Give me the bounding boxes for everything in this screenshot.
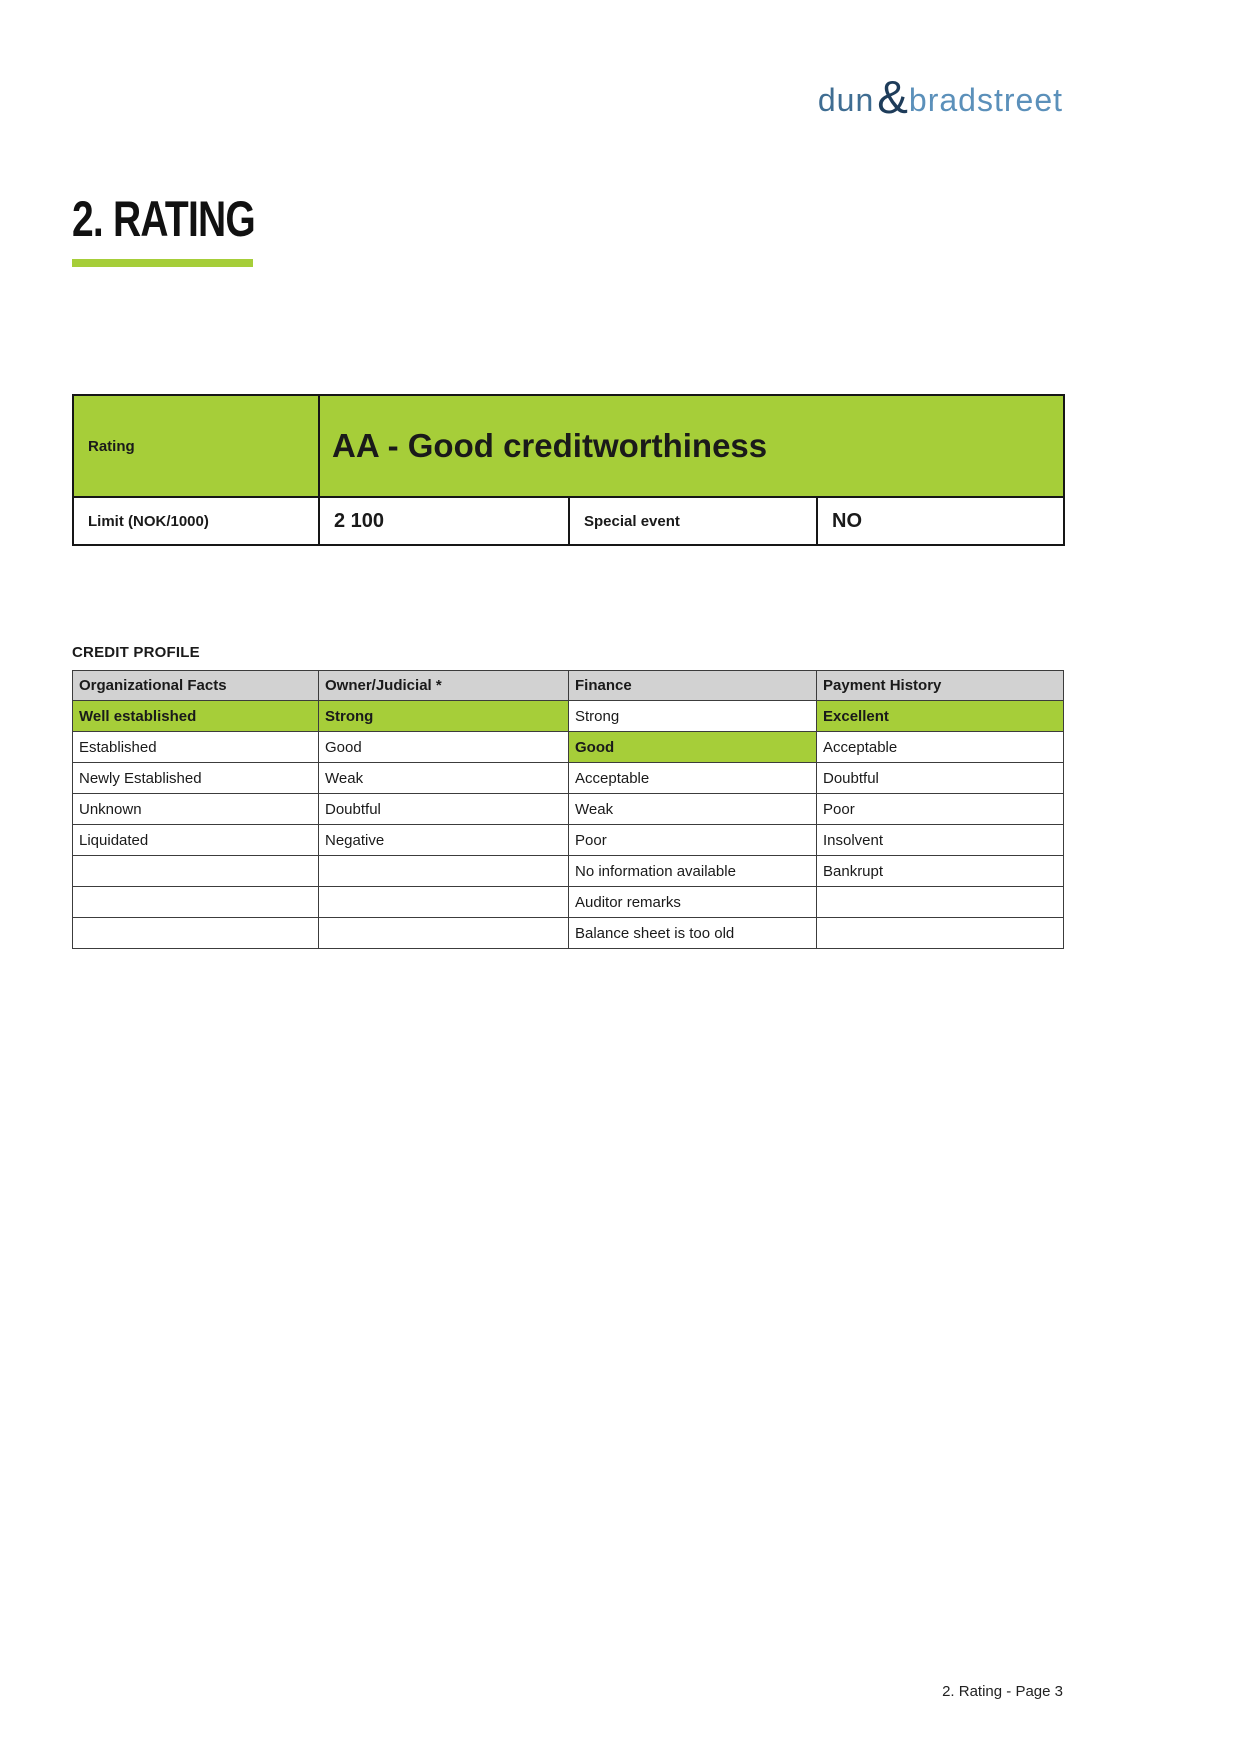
cp-cell: Poor [817, 794, 1064, 825]
cp-cell: Liquidated [73, 825, 319, 856]
page-footer: 2. Rating - Page 3 [942, 1683, 1063, 1700]
cp-cell: Doubtful [319, 794, 569, 825]
column-header-organizational-facts: Organizational Facts [73, 671, 319, 701]
cp-cell: Excellent [817, 701, 1064, 732]
credit-profile-table [72, 670, 1064, 949]
cp-cell: Weak [319, 763, 569, 794]
cp-cell [817, 887, 1064, 918]
heading-accent-bar [72, 259, 253, 267]
cp-cell: Insolvent [817, 825, 1064, 856]
cp-cell: Established [73, 732, 319, 763]
limit-value: 2 100 [319, 497, 569, 545]
cp-cell: Acceptable [817, 732, 1064, 763]
table-row [73, 825, 1064, 856]
cp-cell: Doubtful [817, 763, 1064, 794]
page-title: 2. RATING [72, 191, 255, 247]
cp-cell [319, 856, 569, 887]
logo-ampersand-icon: & [877, 71, 908, 123]
cp-cell [319, 887, 569, 918]
column-header-payment-history: Payment History [817, 671, 1064, 701]
cp-cell: Newly Established [73, 763, 319, 794]
table-row [73, 732, 1064, 763]
column-header-owner-judicial: Owner/Judicial * [319, 671, 569, 701]
credit-profile-title: CREDIT PROFILE [72, 644, 200, 661]
cp-cell [73, 856, 319, 887]
cp-cell: Weak [569, 794, 817, 825]
table-row [73, 794, 1064, 825]
cp-cell: Well established [73, 701, 319, 732]
cp-cell: Bankrupt [817, 856, 1064, 887]
logo-text-bradstreet: bradstreet [908, 81, 1063, 118]
cp-cell [73, 918, 319, 949]
table-row [73, 856, 1064, 887]
cp-cell: Poor [569, 825, 817, 856]
cp-cell: Strong [319, 701, 569, 732]
cp-cell: Good [319, 732, 569, 763]
cp-cell: Auditor remarks [569, 887, 817, 918]
column-header-finance: Finance [569, 671, 817, 701]
rating-label: Rating [73, 395, 319, 497]
dnb-logo [817, 71, 1063, 126]
special-event-label: Special event [569, 497, 817, 545]
limit-label: Limit (NOK/1000) [73, 497, 319, 545]
table-row [73, 887, 1064, 918]
cp-cell: Acceptable [569, 763, 817, 794]
special-event-value: NO [817, 497, 1064, 545]
credit-profile-header-row [73, 671, 1064, 701]
cp-cell: Good [569, 732, 817, 763]
rating-table [72, 394, 1065, 546]
cp-cell: Strong [569, 701, 817, 732]
cp-cell [73, 887, 319, 918]
cp-cell: Negative [319, 825, 569, 856]
table-row [73, 918, 1064, 949]
cp-cell [817, 918, 1064, 949]
table-row [73, 701, 1064, 732]
table-row [73, 763, 1064, 794]
cp-cell: Balance sheet is too old [569, 918, 817, 949]
cp-cell: Unknown [73, 794, 319, 825]
cp-cell [319, 918, 569, 949]
rating-detail-row [73, 497, 1064, 545]
rating-banner-row [73, 395, 1064, 497]
rating-value: AA - Good creditworthiness [319, 395, 1064, 497]
cp-cell: No information available [569, 856, 817, 887]
logo-text-dun: dun [817, 81, 875, 118]
